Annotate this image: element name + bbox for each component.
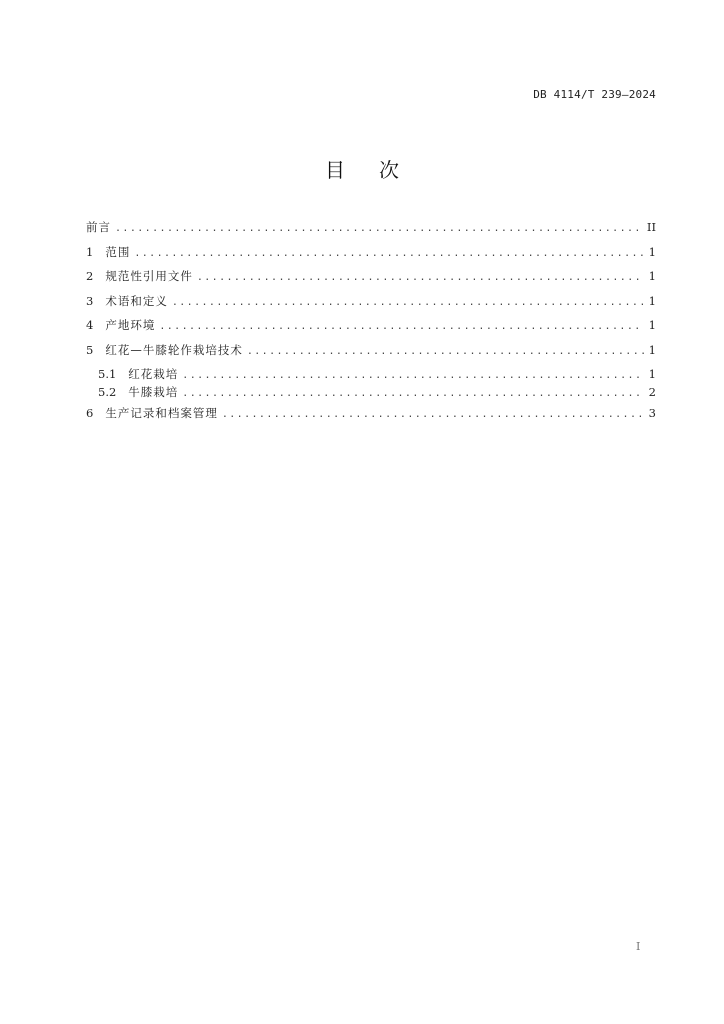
page-title: 目次 bbox=[325, 158, 433, 182]
toc-entry-safflower-cultivation[interactable] bbox=[86, 367, 656, 385]
toc-entry-page: 2 bbox=[648, 384, 656, 399]
toc-leader-dots bbox=[115, 222, 643, 236]
toc-entry-production-environment[interactable] bbox=[86, 318, 656, 343]
toc-entry-records-management[interactable] bbox=[86, 406, 656, 431]
toc-entry-text: 前言 bbox=[86, 220, 111, 234]
toc-entry-number: 4 bbox=[86, 318, 94, 332]
toc-entry-foreword[interactable] bbox=[86, 220, 656, 245]
toc-entry-achyranthes-cultivation[interactable] bbox=[86, 385, 656, 403]
toc-entry-normative-references[interactable] bbox=[86, 269, 656, 294]
toc-entry-text: 规范性引用文件 bbox=[105, 269, 193, 283]
toc-leader-dots bbox=[222, 408, 644, 422]
toc-leader-dots bbox=[247, 345, 644, 359]
toc-entry-text: 生产记录和档案管理 bbox=[105, 406, 218, 420]
document-code: DB 4114/T 239—2024 bbox=[533, 88, 656, 101]
toc-entry-text: 范围 bbox=[105, 244, 131, 259]
toc-entry-page: II bbox=[646, 220, 656, 234]
toc-entry-rotation-technique[interactable] bbox=[86, 343, 656, 368]
toc-entry-text: 牛膝栽培 bbox=[128, 384, 179, 399]
toc-entry-number: 5.2 bbox=[98, 384, 117, 399]
toc-entry-number: 1 bbox=[86, 244, 94, 259]
toc-entry-text: 红花—牛膝轮作栽培技术 bbox=[105, 342, 243, 357]
toc-entry-number: 3 bbox=[86, 293, 94, 308]
toc-entry-page: 1 bbox=[648, 367, 656, 381]
toc-entry-text: 术语和定义 bbox=[105, 293, 168, 308]
toc-leader-dots bbox=[172, 296, 644, 310]
toc-entry-page: 3 bbox=[648, 406, 656, 420]
toc-entry-number: 5.1 bbox=[98, 367, 117, 381]
toc-entry-number: 5 bbox=[86, 342, 94, 357]
table-of-contents bbox=[86, 220, 656, 431]
toc-entry-page: 1 bbox=[648, 342, 656, 357]
toc-entry-number: 2 bbox=[86, 269, 94, 283]
toc-entry-page: 1 bbox=[648, 293, 656, 308]
toc-leader-dots bbox=[134, 247, 644, 261]
toc-entry-text: 红花栽培 bbox=[128, 367, 179, 381]
toc-leader-dots bbox=[182, 369, 644, 383]
toc-leader-dots bbox=[182, 387, 644, 401]
toc-leader-dots bbox=[197, 271, 644, 285]
toc-entry-terms-definitions[interactable] bbox=[86, 294, 656, 319]
toc-entry-number: 6 bbox=[86, 406, 94, 420]
page-number: I bbox=[636, 940, 641, 953]
toc-entry-text: 产地环境 bbox=[105, 318, 156, 332]
toc-entry-page: 1 bbox=[648, 244, 656, 259]
toc-entry-page: 1 bbox=[648, 269, 656, 283]
toc-leader-dots bbox=[159, 320, 644, 334]
toc-entry-page: 1 bbox=[648, 318, 656, 332]
toc-entry-scope[interactable] bbox=[86, 245, 656, 270]
